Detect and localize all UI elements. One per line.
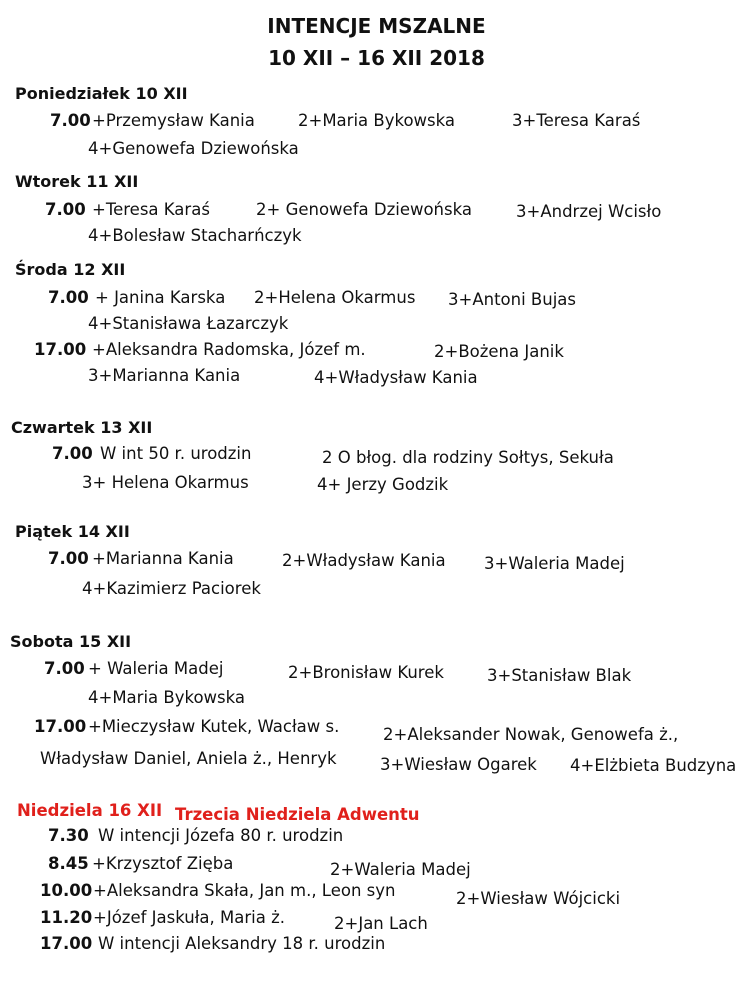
intention: 2+Waleria Madej: [330, 860, 471, 879]
intention: 4+Elżbieta Budzyna: [570, 756, 737, 775]
mass-time: 7.00: [50, 111, 91, 130]
mass-time: 7.00: [52, 444, 93, 463]
intention: W int 50 r. urodzin: [100, 444, 252, 463]
intention: 4+ Jerzy Godzik: [317, 475, 449, 494]
intention: +Aleksandra Radomska, Józef m.: [92, 340, 366, 359]
intention: 2+Bożena Janik: [434, 342, 564, 361]
mass-time: 8.45: [48, 854, 89, 873]
intention: 4+Bolesław Stacharńczyk: [88, 226, 302, 245]
intention: 4+Genowefa Dziewońska: [88, 139, 299, 158]
mass-time: 7.30: [48, 826, 89, 845]
intention: +Aleksandra Skała, Jan m., Leon syn: [93, 881, 396, 900]
intention: 2+Jan Lach: [334, 914, 428, 933]
intention: 3+ Helena Okarmus: [82, 473, 249, 492]
intention: 3+Antoni Bujas: [448, 290, 576, 309]
intention: 3+Marianna Kania: [88, 366, 241, 385]
day-label-saturday: Sobota 15 XII: [10, 632, 132, 651]
intention: 4+Stanisława Łazarczyk: [88, 314, 289, 333]
intention: 3+Andrzej Wcisło: [516, 202, 662, 221]
intention: +Przemysław Kania: [92, 111, 255, 130]
mass-time: 7.00: [48, 288, 89, 307]
mass-time: 10.00: [40, 881, 93, 900]
intention: 3+Stanisław Blak: [487, 666, 632, 685]
intention: 3+Wiesław Ogarek: [380, 755, 537, 774]
intention-continued: Władysław Daniel, Aniela ż., Henryk: [40, 749, 337, 768]
intention: 3+Waleria Madej: [484, 554, 625, 573]
intention: + Janina Karska: [95, 288, 226, 307]
intention: 2+Helena Okarmus: [254, 288, 416, 307]
intention: W intencji Józefa 80 r. urodzin: [98, 826, 344, 845]
mass-time: 7.00: [44, 659, 85, 678]
day-label-tuesday: Wtorek 11 XII: [15, 172, 139, 191]
mass-time: 7.00: [48, 549, 89, 568]
intention: 2+Aleksander Nowak, Genowefa ż.,: [383, 725, 679, 744]
sunday-subtitle: Trzecia Niedziela Adwentu: [175, 805, 420, 824]
intention: 2+ Genowefa Dziewońska: [256, 200, 472, 219]
intention: 4+Władysław Kania: [314, 368, 478, 387]
day-label-wednesday: Środa 12 XII: [15, 260, 126, 279]
page-title: INTENCJE MSZALNE: [267, 14, 486, 38]
intention: 3+Teresa Karaś: [512, 111, 641, 130]
day-label-sunday: Niedziela 16 XII: [17, 801, 163, 820]
intention: 2+Maria Bykowska: [298, 111, 456, 130]
intention: 2+Bronisław Kurek: [288, 663, 444, 682]
intention: +Józef Jaskuła, Maria ż.: [93, 908, 285, 927]
page-date-range: 10 XII – 16 XII 2018: [268, 46, 485, 70]
day-label-thursday: Czwartek 13 XII: [11, 418, 153, 437]
mass-time: 11.20: [40, 908, 93, 927]
intention: 4+Kazimierz Paciorek: [82, 579, 261, 598]
mass-time: 17.00: [34, 340, 87, 359]
intention: +Krzysztof Zięba: [92, 854, 234, 873]
intention: +Teresa Karaś: [92, 200, 210, 219]
intention: W intencji Aleksandry 18 r. urodzin: [98, 934, 386, 953]
intention: 4+Maria Bykowska: [88, 688, 246, 707]
mass-time: 7.00: [45, 200, 86, 219]
intention: + Waleria Madej: [88, 659, 224, 678]
intention: 2+Wiesław Wójcicki: [456, 889, 621, 908]
intention: +Mieczysław Kutek, Wacław s.: [88, 717, 340, 736]
intention: +Marianna Kania: [92, 549, 234, 568]
day-label-friday: Piątek 14 XII: [15, 522, 130, 541]
intention: 2+Władysław Kania: [282, 551, 446, 570]
day-label-monday: Poniedziałek 10 XII: [15, 84, 188, 103]
mass-time: 17.00: [40, 934, 93, 953]
intention: 2 O błog. dla rodziny Sołtys, Sekuła: [322, 448, 614, 467]
mass-time: 17.00: [34, 717, 87, 736]
